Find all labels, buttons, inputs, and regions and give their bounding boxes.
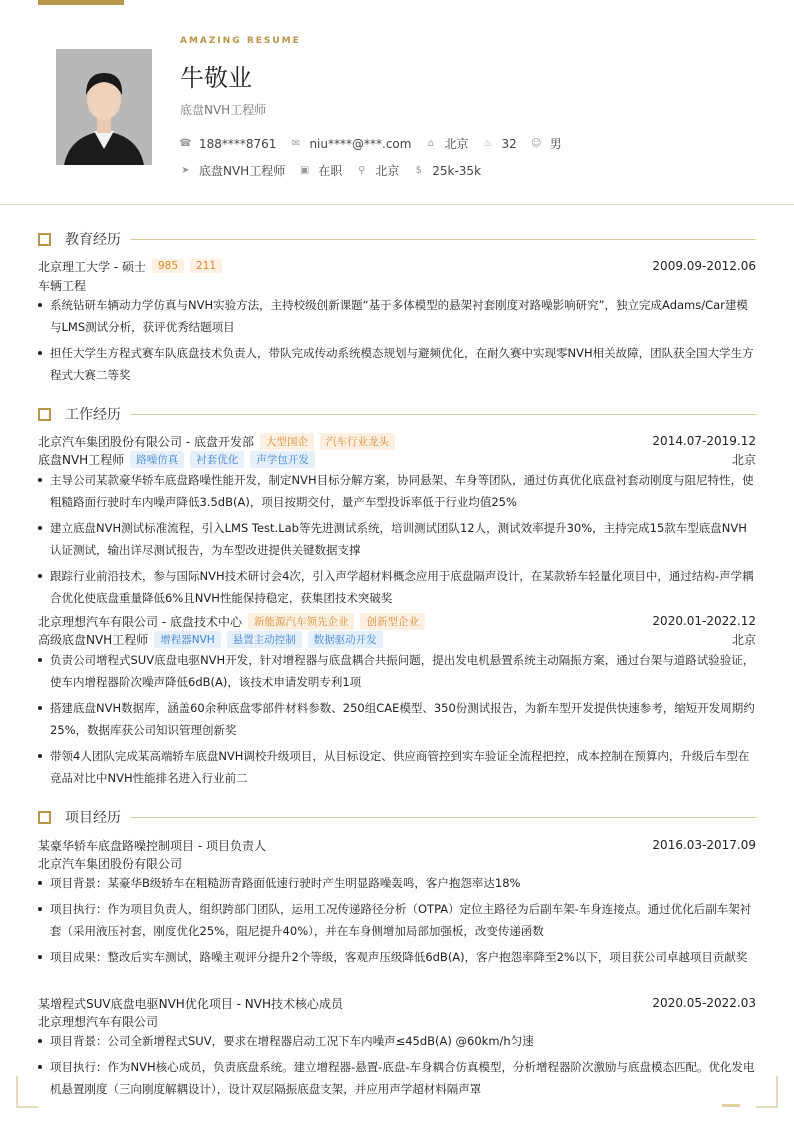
project-date: 2016.03-2017.09 — [652, 838, 756, 852]
intent-row — [180, 162, 495, 179]
contact-row — [180, 135, 576, 152]
company-name: 北京理想汽车有限公司 - 底盘技术中心 — [38, 614, 242, 629]
section-marker-icon — [38, 408, 51, 421]
role-tag: 数据驱动开发 — [308, 631, 383, 648]
section-rule — [131, 239, 756, 240]
phone-item — [180, 137, 276, 151]
intent-item — [180, 162, 285, 179]
school-tag: 985 — [152, 259, 184, 273]
work-header — [38, 613, 756, 629]
company-tag: 创新型企业 — [360, 613, 425, 630]
project-name: 某豪华轿车底盘路噪控制项目 - 项目负责人 — [38, 838, 266, 853]
list-item: 跟踪行业前沿技术，参与国际NVH技术研讨会4次，引入声学超材料概念应用于底盘隔声设计，在某款轿车轻量化项目中，通过结构-声学耦合优化使底盘重量降低6%且NVH性能保持稳定，获集团技术突破奖 — [38, 565, 756, 609]
company-tag: 新能源汽车领先企业 — [248, 613, 355, 630]
page-frame-decoration — [16, 1076, 778, 1110]
list-item: 建立底盘NVH测试标准流程，引入LMS Test.Lab等先进测试系统，培训测试团队12人，测试效率提升30%，主持完成15款车型底盘NVH认证测试，输出详尽测试报告，为车型改进提供关键数据支撑 — [38, 517, 756, 561]
intent-text: 底盘NVH工程师 — [199, 164, 286, 178]
avatar — [56, 49, 152, 165]
education-date: 2009.09-2012.06 — [652, 259, 756, 273]
send-icon: ➤ — [181, 165, 190, 176]
section-work — [38, 406, 756, 422]
work-role-row — [38, 451, 756, 467]
project-org: 北京汽车集团股份有限公司 — [38, 856, 183, 871]
list-item: 搭建底盘NVH数据库，涵盖60余种底盘零部件材料参数、250组CAE模型、350份测试报告，为新车型开发提供快速参考，缩短开发周期约25%，数据库获公司知识管理创新奖 — [38, 697, 756, 741]
project-date: 2020.05-2022.03 — [652, 996, 756, 1010]
salary-icon: $ — [415, 165, 422, 176]
project-header — [38, 837, 756, 853]
city-item — [356, 162, 399, 179]
gender-icon: ☺ — [531, 138, 542, 149]
gender-text: 男 — [549, 137, 562, 151]
project-header — [38, 995, 756, 1011]
accent-bar — [38, 0, 124, 5]
work-role-row — [38, 631, 756, 647]
role-tag: 衬套优化 — [190, 451, 244, 468]
candidate-name: 牛敬业 — [180, 64, 252, 92]
work-date: 2020.01-2022.12 — [652, 614, 756, 628]
role-name: 底盘NVH工程师 — [38, 452, 125, 467]
gender-item — [531, 135, 562, 152]
mail-icon: ✉ — [291, 138, 301, 149]
section-title: 教育经历 — [65, 232, 121, 248]
section-marker-icon — [38, 811, 51, 824]
list-item: 主导公司某款豪华轿车底盘路噪性能开发，制定NVH目标分解方案，协同悬架、车身等团队，通过仿真优化底盘衬套动刚度与阻尼特性，使粗糙路面行驶时车内噪声降低3.5dB(A)，项目按期交付，量产车型投诉率低于行业均值25% — [38, 469, 756, 513]
section-rule — [131, 414, 756, 415]
list-item: 项目执行：作为NVH核心成员，负责底盘系统。建立增程器-悬置-底盘-车身耦合仿真模型，分析增程器阶次激励与底盘模态匹配。优化发电机悬置刚度（三向刚度解耦设计），设计双层隔振底盘支架，并应用声学超材料隔声罩 — [38, 1056, 756, 1100]
school-name: 北京理工大学 - 硕士 — [38, 259, 146, 274]
list-item: 负责公司增程式SUV底盘电驱NVH开发，针对增程器与底盘耦合共振问题，提出发电机悬置系统主动隔振方案，通过台架与道路试验验证，使车内增程器阶次噪声降低6dB(A)，该技术申请发明专利1项 — [38, 649, 756, 693]
section-education — [38, 231, 756, 247]
list-item: 系统钻研车辆动力学仿真与NVH实验方法，主持校级创新课题“基于多体模型的悬架衬套刚度对路噪影响研究”，独立完成Adams/Car建模与LMS测试分析，获评优秀结题项目 — [38, 294, 756, 338]
home-text: 北京 — [444, 137, 469, 151]
major: 车辆工程 — [38, 278, 87, 293]
role-tag: 增程器NVH — [154, 631, 220, 648]
home-icon: ⌂ — [427, 138, 435, 149]
brand-label: AMAZING RESUME — [180, 36, 301, 46]
status-item — [299, 162, 342, 179]
age-item — [482, 137, 516, 151]
list-item: 项目执行：作为项目负责人，组织跨部门团队，运用工况传递路径分析（OTPA）定位主路径为后副车架-车身连接点。通过优化后副车架衬套（采用液压衬套，刚度优化25%，阻尼提升40%），并在车身侧增加局部加强板，改变传递函数 — [38, 898, 756, 942]
school-tag: 211 — [190, 259, 222, 273]
briefcase-icon: ▣ — [299, 165, 310, 176]
list-item: 项目背景：某豪华B级轿车在粗糙沥青路面低速行驶时产生明显路噪轰鸣，客户抱怨率达18% — [38, 872, 756, 894]
salary-item — [413, 164, 481, 178]
company-tag: 大型国企 — [260, 433, 314, 450]
list-item: 项目背景：公司全新增程式SUV，要求在增程器启动工况下车内噪声≤45dB(A) @60km/h匀速 — [38, 1030, 756, 1052]
role-name: 高级底盘NVH工程师 — [38, 632, 149, 647]
project-org: 北京理想汽车有限公司 — [38, 1014, 159, 1029]
work-date: 2014.07-2019.12 — [652, 434, 756, 448]
list-item: 项目成果：整改后实车测试，路噪主观评分提升2个等级，客观声压级降低6dB(A)，客户抱怨率降至2%以下，项目获公司卓越项目贡献奖 — [38, 946, 756, 968]
section-title: 工作经历 — [65, 407, 121, 423]
list-item: 担任大学生方程式赛车队底盘技术负责人，带队完成传动系统模态规划与避频优化，在耐久赛中实现零NVH相关故障，团队获全国大学生方程式大赛二等奖 — [38, 342, 756, 386]
city-text: 北京 — [375, 164, 400, 178]
section-rule — [131, 817, 756, 818]
section-title: 项目经历 — [65, 810, 121, 826]
project-org-row — [38, 1013, 756, 1029]
status-text: 在职 — [318, 164, 343, 178]
section-marker-icon — [38, 233, 51, 246]
phone-icon: ☎ — [179, 138, 192, 149]
age-text: 32 — [501, 136, 517, 151]
location-icon: ⚲ — [358, 165, 366, 176]
role-tag: 悬置主动控制 — [227, 631, 302, 648]
education-header — [38, 258, 756, 274]
email-item — [290, 137, 411, 151]
work-city: 北京 — [731, 452, 756, 467]
role-tag: 路噪仿真 — [130, 451, 184, 468]
header-divider — [0, 204, 794, 205]
work-city: 北京 — [731, 632, 756, 647]
role-tag: 声学包开发 — [250, 451, 315, 468]
email-text: niu****@***.com — [309, 136, 412, 151]
list-item: 带领4人团队完成某高端轿车底盘NVH调校升级项目，从目标设定、供应商管控到实车验证全流程把控，成本控制在预算内，升级后车型在竞品对比中NVH性能排名进入行业前二 — [38, 745, 756, 789]
education-major-row — [38, 277, 756, 293]
salary-text: 25k-35k — [432, 163, 482, 178]
cake-icon: ♨ — [483, 138, 493, 149]
company-name: 北京汽车集团股份有限公司 - 底盘开发部 — [38, 434, 254, 449]
section-project — [38, 809, 756, 825]
company-tag: 汽车行业龙头 — [320, 433, 395, 450]
work-header — [38, 433, 756, 449]
project-name: 某增程式SUV底盘电驱NVH优化项目 - NVH技术核心成员 — [38, 996, 343, 1011]
phone-text: 188****8761 — [199, 136, 277, 151]
home-item — [425, 135, 468, 152]
candidate-title: 底盘NVH工程师 — [180, 103, 267, 117]
project-org-row — [38, 855, 756, 871]
